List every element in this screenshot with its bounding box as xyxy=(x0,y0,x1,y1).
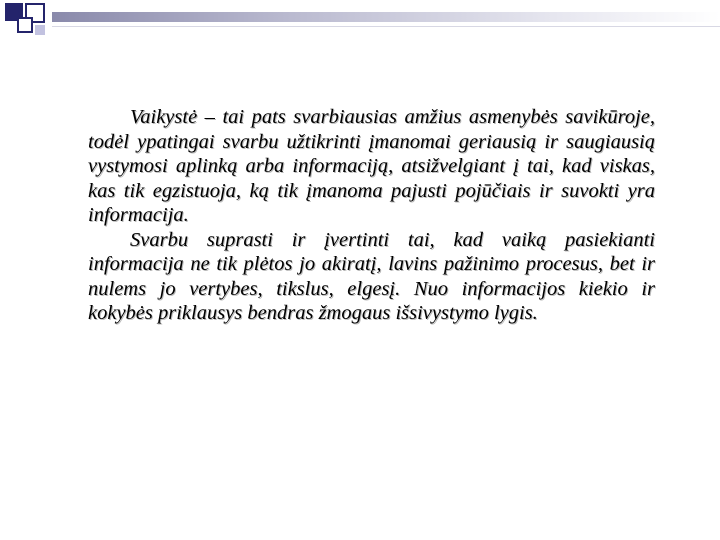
slide-body xyxy=(88,105,655,326)
header-gradient-bar xyxy=(52,12,720,22)
paragraph-1: Vaikystė – tai pats svarbiausias amžius asmenybės savikūroje, todėl ypatingai svarbu užtikrinti įmanomai geriausią ir saugiausią vystymosi aplinką arba informaciją, atsižvelgiant į tai, kad viskas, kas tik egzistuoja, ką tik įmanoma pajusti pojūčiais ir suvokti yra informacija. xyxy=(88,106,655,226)
decor-square-outline-small xyxy=(17,17,33,33)
header-divider xyxy=(52,26,720,27)
decor-square-light xyxy=(35,25,45,35)
paragraph-2: Svarbu suprasti ir įvertinti tai, kad vaiką pasiekianti informacija ne tik plėtos jo akiratį, lavins pažinimo procesus, bet ir nulems jo vertybes, tikslus, elgesį. Nuo informacijos kiekio ir kokybės priklausys bendras žmogaus išsivystymo lygis. xyxy=(88,228,655,324)
